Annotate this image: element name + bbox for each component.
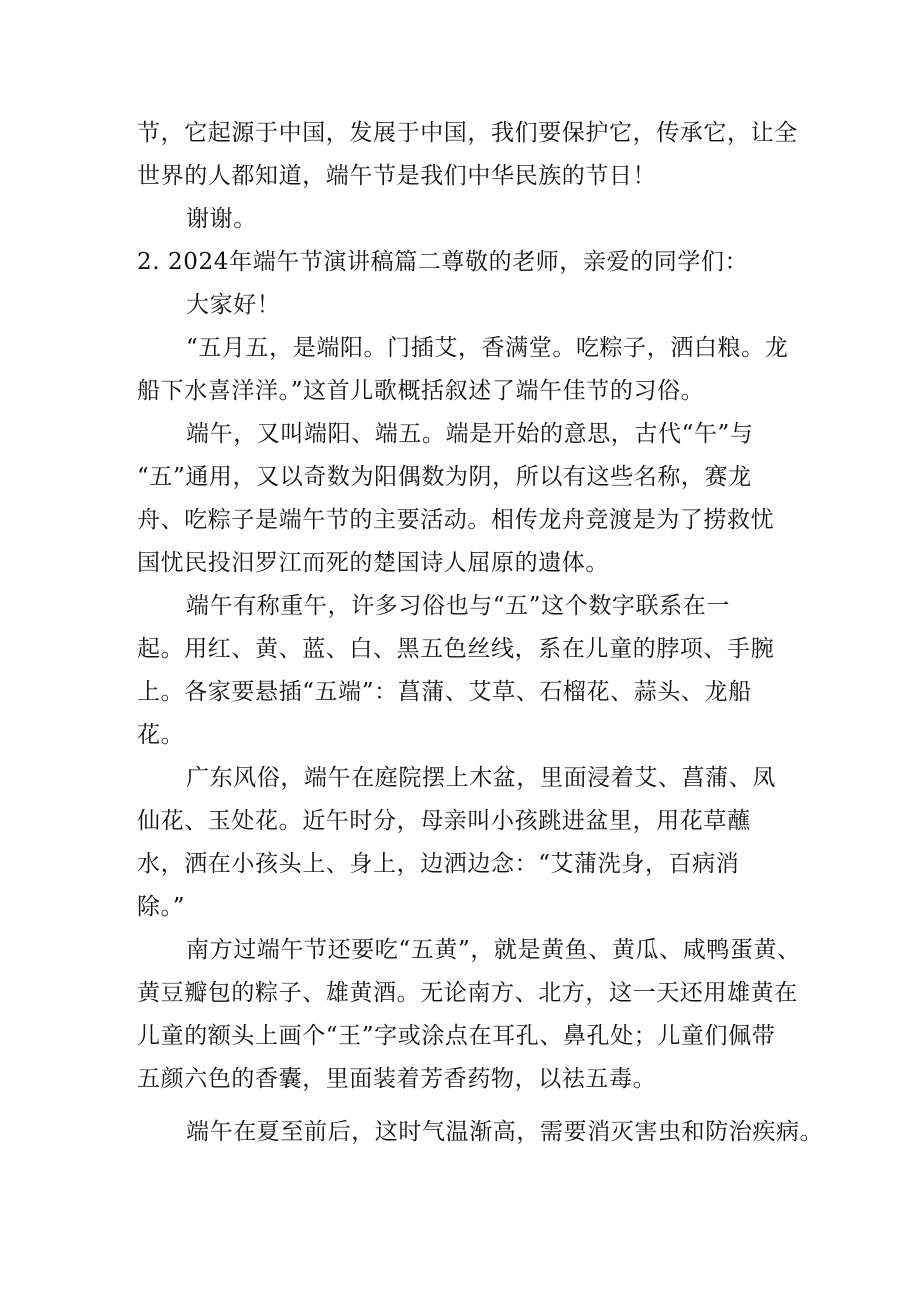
text-line: 端午有称重午，许多习俗也与“五”这个数字联系在一 (186, 593, 730, 619)
text-line: 黄豆瓣包的粽子、雄黄酒。无论南方、北方，这一天还用雄黄在 (137, 980, 798, 1006)
text-line: 大家好！ (186, 292, 281, 318)
text-line: 五颜六色的香囊，里面装着芳香药物，以祛五毒。 (137, 1066, 657, 1092)
text-line: 节，它起源于中国，发展于中国，我们要保护它，传承它，让全 (137, 120, 798, 146)
text-line: 花。 (137, 722, 185, 748)
text-line: 谢谢。 (186, 206, 257, 232)
text-line: 儿童的额头上画个“王”字或涂点在耳孔、鼻孔处；儿童们佩带 (137, 1023, 776, 1049)
text-line: 南方过端午节还要吃“五黄”，就是黄鱼、黄瓜、咸鸭蛋黄、 (186, 937, 801, 963)
text-line: “五”通用，又以奇数为阳偶数为阴，所以有这些名称，赛龙 (137, 464, 752, 490)
text-line: 仙花、玉处花。近午时分，母亲叫小孩跳进盆里，用花草蘸 (137, 808, 751, 834)
text-line: 国忧民投汨罗江而死的楚国诗人屈原的遗体。 (137, 550, 609, 576)
text-line: 起。用红、黄、蓝、白、黑五色丝线，系在儿童的脖项、手腕 (137, 636, 775, 662)
section-heading: 2. 2024年端午节演讲稿篇二尊敬的老师，亲爱的同学们： (137, 249, 749, 275)
text-line: 世界的人都知道，端午节是我们中华民族的节日！ (137, 163, 657, 189)
text-line: “五月五，是端阳。门插艾，香满堂。吃粽子，洒白粮。龙 (186, 335, 789, 361)
text-line: 广东风俗，端午在庭院摆上木盆，里面浸着艾、菖蒲、凤 (186, 765, 776, 791)
text-line: 上。各家要悬插“五端”：菖蒲、艾草、石榴花、蒜头、龙船 (137, 679, 752, 705)
text-line: 舟、吃粽子是端午节的主要活动。相传龙舟竞渡是为了捞救忧 (137, 507, 775, 533)
text-line: 船下水喜洋洋。”这首儿歌概括叙述了端午佳节的习俗。 (137, 378, 705, 404)
text-line: 除。” (137, 894, 186, 920)
text-line: 端午在夏至前后，这时气温渐高，需要消灭害虫和防治疾病。 (186, 1119, 824, 1145)
text-line: 水，洒在小孩头上、身上，边洒边念：“艾蒲洗身，百病消 (137, 851, 740, 877)
text-line: 端午，又叫端阳、端五。端是开始的意思，古代“午”与 (186, 421, 754, 447)
